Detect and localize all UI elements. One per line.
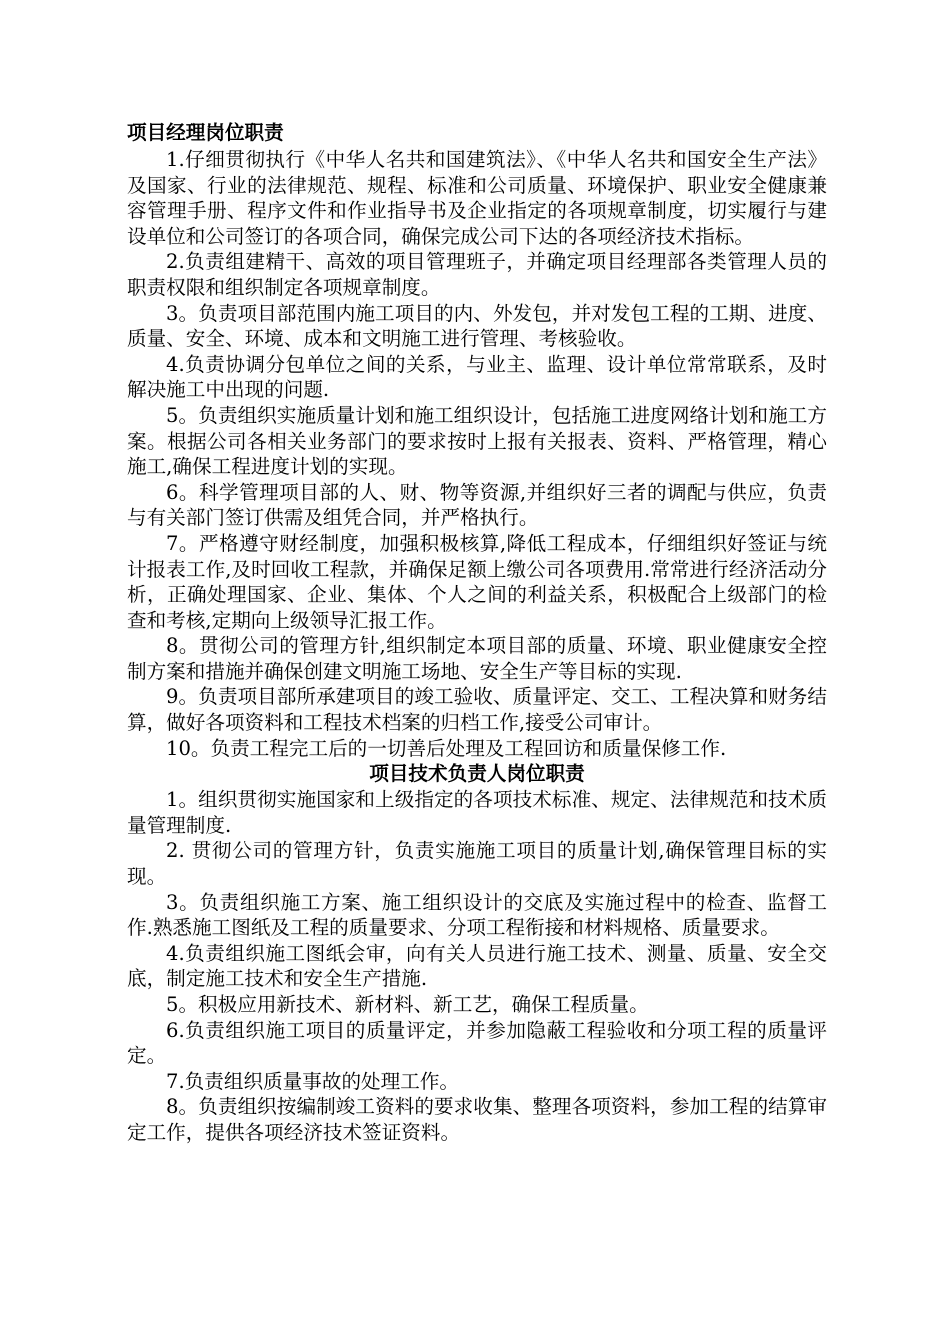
paragraph: 3。负责组织施工方案、施工组织设计的交底及实施过程中的检查、监督工作.熟悉施工图纸及工程的质量要求、分项工程衔接和材料规格、质量要求。: [127, 890, 827, 940]
document-page: [127, 118, 827, 1146]
paragraph: 6.负责组织施工项目的质量评定，并参加隐蔽工程验收和分项工程的质量评定。: [127, 1018, 827, 1068]
paragraph: 10。负责工程完工后的一切善后处理及工程回访和质量保修工作.: [166, 736, 727, 760]
paragraph: 7。严格遵守财经制度，加强积极核算,降低工程成本，仔细组织好签证与统计报表工作,及时回收工程款，并确保足额上缴公司各项费用.常常进行经济活动分析，正确处理国家、企业、集体、个人之间的利益关系，积极配合上级部门的检查和考核,定期向上级领导汇报工作。: [127, 531, 827, 632]
paragraph: 3。负责项目部范围内施工项目的内、外发包，并对发包工程的工期、进度、质量、安全、环境、成本和文明施工进行管理、考核验收。: [127, 301, 827, 351]
paragraph: 4.负责协调分包单位之间的关系，与业主、监理、设计单位常常联系，及时解决施工中出现的问题.: [127, 352, 827, 402]
paragraph: 1.仔细贯彻执行《中华人名共和国建筑法》、《中华人名共和国安全生产法》及国家、行业的法律规范、规程、标准和公司质量、环境保护、职业安全健康兼容管理手册、程序文件和作业指导书及企业指定的各项规章制度，切实履行与建设单位和公司签订的各项合同，确保完成公司下达的各项经济技术指标。: [127, 148, 827, 248]
paragraph: 6。科学管理项目部的人、财、物等资源,并组织好三者的调配与供应，负责与有关部门签订供需及组凭合同，并严格执行。: [127, 480, 827, 530]
section-title-technical-lead: 项目技术负责人岗位职责: [369, 762, 585, 786]
paragraph: 2.负责组建精干、高效的项目管理班子，并确定项目经理部各类管理人员的职责权限和组织制定各项规章制度。: [127, 250, 827, 299]
section-title-project-manager: 项目经理岗位职责: [127, 121, 284, 144]
paragraph: 8。贯彻公司的管理方针,组织制定本项目部的质量、环境、职业健康安全控制方案和措施并确保创建文明施工场地、安全生产等目标的实现.: [127, 634, 827, 683]
paragraph: 4.负责组织施工图纸会审，向有关人员进行施工技术、测量、质量、安全交底，制定施工技术和安全生产措施.: [127, 941, 827, 991]
paragraph: 5。负责组织实施质量计划和施工组织设计，包括施工进度网络计划和施工方案。根据公司各相关业务部门的要求按时上报有关报表、资料、严格管理，精心施工,确保工程进度计划的实现。: [127, 403, 827, 479]
paragraph: 9。负责项目部所承建项目的竣工验收、质量评定、交工、工程决算和财务结算，做好各项资料和工程技术档案的归档工作,接受公司审计。: [127, 685, 827, 735]
paragraph: 5。积极应用新技术、新材料、新工艺，确保工程质量。: [166, 993, 649, 1016]
paragraph: 8。负责组织按编制竣工资料的要求收集、整理各项资料，参加工程的结算审定工作，提供各项经济技术签证资料。: [127, 1095, 827, 1144]
paragraph: 2. 贯彻公司的管理方针，负责实施施工项目的质量计划,确保管理目标的实现。: [127, 839, 827, 889]
paragraph: 7.负责组织质量事故的处理工作。: [166, 1069, 460, 1093]
paragraph: 1。组织贯彻实施国家和上级指定的各项技术标准、规定、法律规范和技术质量管理制度.: [127, 788, 827, 837]
